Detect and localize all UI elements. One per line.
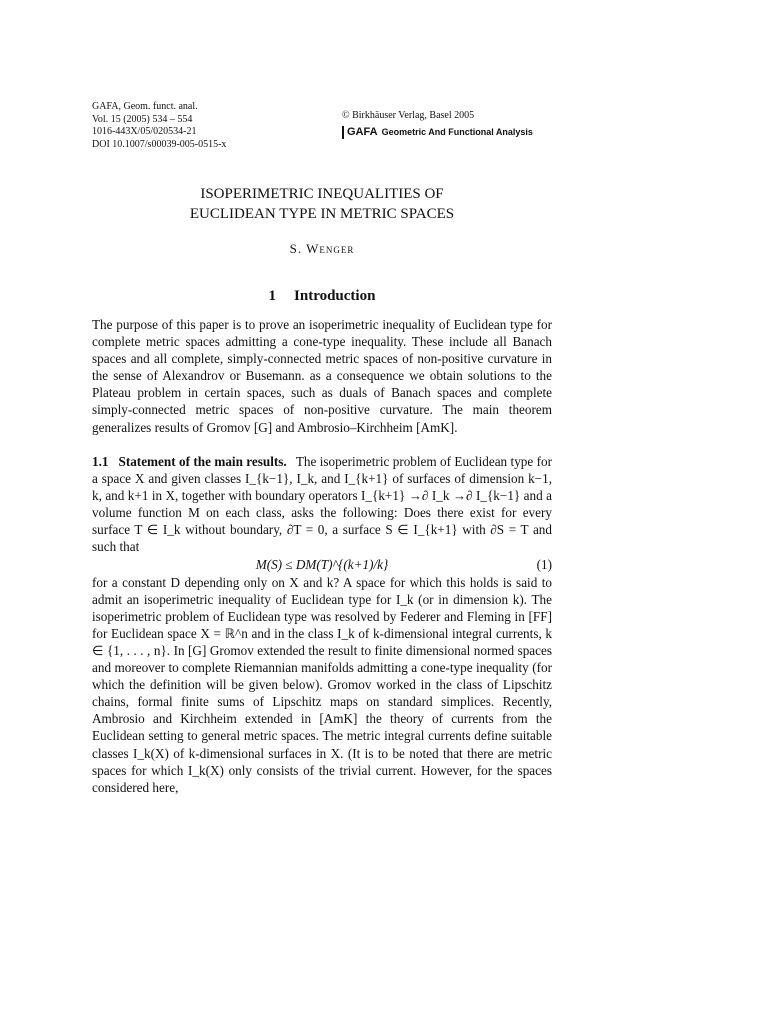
logo-bar-icon xyxy=(342,126,344,139)
paragraph-main-results xyxy=(92,453,552,796)
doi-line: DOI 10.1007/s00039-005-0515-x xyxy=(92,138,227,150)
issn-line: 1016-443X/05/020534-21 xyxy=(92,126,197,137)
journal-logo xyxy=(342,126,533,139)
section-heading xyxy=(92,288,552,305)
title-line-2: EUCLIDEAN TYPE IN METRIC SPACES xyxy=(189,206,455,222)
equation-number: (1) xyxy=(536,556,552,572)
copyright-line: © Birkhäuser Verlag, Basel 2005 xyxy=(342,110,475,121)
publisher-block xyxy=(342,109,533,139)
equation: M(S) ≤ DM(T)^{(k+1)/k} xyxy=(255,556,389,572)
equation-line xyxy=(92,556,552,574)
title-line-1: ISOPERIMETRIC INEQUALITIES OF xyxy=(200,186,444,202)
paper-title xyxy=(92,184,552,224)
journal-abbr: GAFA xyxy=(347,126,378,138)
subsection-heading xyxy=(92,454,287,469)
journal-citation-block xyxy=(92,101,226,151)
paragraph-intro: The purpose of this paper is to prove an isoperimetric inequality of Euclidean type for complete metric spaces admitting a cone-type inequality. These include all Banach spaces and all complete, simply-connected metric spaces of non-positive curvature in the sense of Alexandrov or Busemann. as a consequence we obtain solutions to the Plateau problem in certain spaces, such as duals of Banach spaces and complete simply-connected metric spaces of non-positive curvature. The main theorem generalizes results of Gromov [G] and Ambrosio–Kirchheim [AmK]. xyxy=(92,317,552,435)
section-title: Introduction xyxy=(294,288,376,304)
journal-full-name: Geometric And Functional Analysis xyxy=(381,127,533,137)
volume-line: Vol. 15 (2005) 534 – 554 xyxy=(92,113,193,125)
subsection-title: Statement of the main results. xyxy=(118,454,287,469)
section-number: 1 xyxy=(268,288,277,304)
journal-line: GAFA, Geom. funct. anal. xyxy=(92,101,198,112)
paragraph-text-a: The isoperimetric problem of Euclidean type for a space X and given classes I_{k−1}, I_k, and I_{k+1} of surfaces of dimension k−1, k, and k+1 in X, together with boundary operators I_{k+1} →∂ I_k →∂ I_{k−1} and a volume function M on each class, asks the following: Does there exist for every surface T ∈ I_k without boundary, ∂T = 0, a surface S ∈ I_{k+1} with ∂S = T and such that xyxy=(92,454,552,555)
subsection-number: 1.1 xyxy=(92,454,109,469)
author: S. Wenger xyxy=(289,241,355,256)
paragraph-text-b: for a constant D depending only on X and k? A space for which this holds is said to admit an isoperimetric inequality of Euclidean type for I_k (or in dimension k). The isoperimetric problem of Euclidean type was resolved by Federer and Fleming in [FF] for Euclidean space X = ℝ^n and in the class I_k of k-dimensional integral currents, k ∈ {1, . . . , n}. In [G] Gromov extended the result to finite dimensional normed spaces and moreover to complete Riemannian manifolds admitting a cone-type inequality (for which the definition will be given below). Gromov worked in the class of Lipschitz chains, formal finite sums of Lipschitz maps on standard simplices. Recently, Ambrosio and Kirchheim extended in [AmK] the theory of currents from the Euclidean setting to general metric spaces. The metric integral currents define suitable classes I_k(X) of k-dimensional surfaces in X. (It is to be noted that there are metric spaces for which I_k(X) only consists of the trivial current. However, for the spaces considered here, xyxy=(92,574,552,795)
